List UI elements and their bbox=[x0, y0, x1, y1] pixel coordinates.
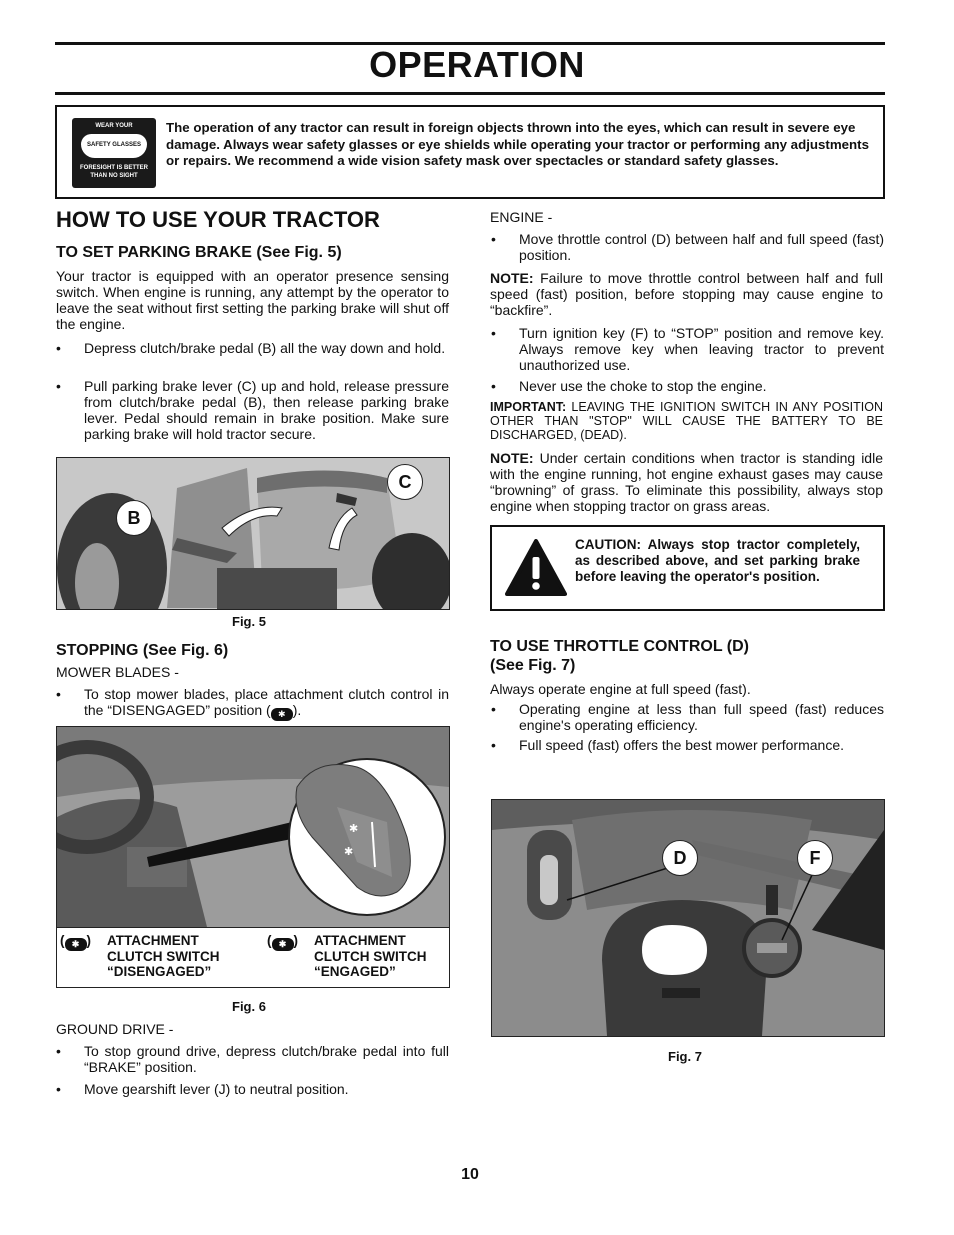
throttle-bullet-1-text: Operating engine at less than full speed (fast) reduces engine's operating efficiency. bbox=[519, 701, 884, 733]
legend-paren-close: ) bbox=[86, 933, 91, 948]
legend2-line1: ATTACHMENT bbox=[314, 933, 406, 948]
safety-warning-box bbox=[55, 105, 885, 199]
glasses-icon bbox=[81, 134, 147, 158]
engine-bullet-1 bbox=[491, 231, 884, 263]
figure-5-caption: Fig. 5 bbox=[232, 614, 266, 629]
engine-bullet-2-text: Turn ignition key (F) to “STOP” position and remove key. Always remove key when leaving tractor to prevent unauthorized use. bbox=[519, 325, 884, 373]
engine-bullet-1-text: Move throttle control (D) between half and full speed (fast) position. bbox=[519, 231, 884, 263]
important-label: IMPORTANT: bbox=[490, 400, 567, 414]
engine-bullet-3 bbox=[491, 378, 884, 394]
legend-paren-open: ( bbox=[60, 933, 65, 948]
callout-c: C bbox=[387, 464, 423, 500]
legend-engaged-text bbox=[314, 933, 426, 980]
legend1-line3: “DISENGAGED” bbox=[107, 964, 212, 979]
note2-text: Under certain conditions when tractor is standing idle with the engine running, hot engine exhaust gases may cause “browning” of grass. To eliminate this possibility, always stop engine when stopping tractor on grass areas. bbox=[490, 450, 883, 514]
legend2-line3: “ENGAGED” bbox=[314, 964, 396, 979]
important-ignition bbox=[490, 400, 883, 442]
bullet-dot: • bbox=[56, 1081, 61, 1097]
figure-6-caption: Fig. 6 bbox=[232, 999, 266, 1014]
note1-label: NOTE: bbox=[490, 270, 534, 286]
svg-text:✱: ✱ bbox=[349, 822, 359, 835]
engine-bullet-3-text: Never use the choke to stop the engine. bbox=[519, 378, 767, 394]
bullet-dot: • bbox=[491, 325, 496, 341]
ground-bullet-1 bbox=[56, 1043, 449, 1075]
fig7-drawing bbox=[492, 800, 884, 1036]
logo-text-line3: FORESIGHT IS BETTER bbox=[79, 165, 148, 171]
ground-bullet-2 bbox=[56, 1081, 449, 1097]
engine-label: ENGINE - bbox=[490, 209, 553, 225]
legend-paren-close: ) bbox=[293, 933, 298, 948]
ground-bullet-1-text: To stop ground drive, depress clutch/brake pedal into full “BRAKE” position. bbox=[84, 1043, 449, 1075]
logo-text-bottom bbox=[72, 164, 156, 180]
throttle-title-line2: (See Fig. 7) bbox=[490, 657, 576, 674]
throttle-title bbox=[490, 637, 749, 675]
disengaged-legend-icon: ✱ bbox=[65, 938, 87, 951]
legend-engaged bbox=[267, 933, 298, 951]
note2-label: NOTE: bbox=[490, 450, 534, 466]
throttle-bullet-1 bbox=[491, 701, 884, 733]
svg-text:✱: ✱ bbox=[344, 845, 354, 858]
safety-glasses-logo bbox=[72, 118, 156, 188]
mower-blades-label: MOWER BLADES - bbox=[56, 664, 179, 680]
bullet-dot: • bbox=[56, 378, 61, 394]
legend-paren-open: ( bbox=[267, 933, 272, 948]
figure-7-caption: Fig. 7 bbox=[668, 1049, 702, 1064]
legend1-line2: CLUTCH SWITCH bbox=[107, 948, 220, 964]
engaged-legend-icon: ✱ bbox=[272, 938, 294, 951]
bullet-dot: • bbox=[491, 737, 496, 753]
stopping-bullet-1-end: ). bbox=[292, 702, 302, 718]
engine-bullet-2 bbox=[491, 325, 884, 373]
logo-text-top: WEAR YOUR bbox=[95, 123, 133, 129]
warning-triangle-icon bbox=[505, 539, 567, 597]
callout-f: F bbox=[797, 840, 833, 876]
caution-box bbox=[490, 525, 885, 611]
figure-6 bbox=[56, 726, 450, 988]
safety-warning-text: The operation of any tractor can result in foreign objects thrown into the eyes, which can result in severe eye damage. Always wear safety glasses or eye shields while operating your tractor or performing any adjustments or repairs. We recommend a wide vision safety mask over spectacles or standard safety glasses. bbox=[166, 120, 869, 168]
bullet-dot: • bbox=[56, 686, 61, 702]
bullet-dot: • bbox=[491, 231, 496, 247]
legend-disengaged bbox=[60, 933, 91, 951]
stopping-title: STOPPING (See Fig. 6) bbox=[56, 642, 229, 659]
throttle-intro: Always operate engine at full speed (fast). bbox=[490, 681, 751, 697]
throttle-bullet-2-text: Full speed (fast) offers the best mower performance. bbox=[519, 737, 844, 753]
logo-text-glasses: SAFETY GLASSES bbox=[87, 142, 141, 148]
throttle-title-line1: TO USE THROTTLE CONTROL (D) bbox=[490, 638, 749, 655]
bullet-dot: • bbox=[56, 1043, 61, 1059]
figure-7-image bbox=[491, 799, 885, 1037]
fig6-divider bbox=[57, 927, 449, 928]
legend-disengaged-text bbox=[107, 933, 219, 980]
section-heading: HOW TO USE YOUR TRACTOR bbox=[56, 207, 380, 232]
ground-drive-label: GROUND DRIVE - bbox=[56, 1021, 174, 1037]
legend1-line1: ATTACHMENT bbox=[107, 933, 199, 948]
throttle-bullet-2 bbox=[491, 737, 884, 753]
logo-text-line4: THAN NO SIGHT bbox=[90, 173, 138, 179]
ground-bullet-2-text: Move gearshift lever (J) to neutral position. bbox=[84, 1081, 349, 1097]
note1-text: Failure to move throttle control between half and full speed (fast) position, before stopping may cause engine to “backfire”. bbox=[490, 270, 883, 318]
parking-brake-title: TO SET PARKING BRAKE (See Fig. 5) bbox=[56, 244, 342, 261]
stopping-bullet-1-text: To stop mower blades, place attachment clutch control in the “DISENGAGED” position ( bbox=[84, 686, 449, 718]
bullet-dot: • bbox=[491, 701, 496, 717]
page-title: OPERATION bbox=[369, 44, 585, 85]
bullet-dot: • bbox=[56, 340, 61, 356]
parking-bullet-2-text: Pull parking brake lever (C) up and hold, release pressure from clutch/brake pedal (B), then release parking brake lever. Pedal should remain in brake position. Make sure parking brake will hold tractor secure. bbox=[84, 378, 449, 442]
parking-bullet-2 bbox=[56, 378, 449, 442]
callout-d: D bbox=[662, 840, 698, 876]
note-browning bbox=[490, 450, 883, 514]
callout-b: B bbox=[116, 500, 152, 536]
stopping-bullet-1 bbox=[56, 686, 449, 721]
parking-brake-intro: Your tractor is equipped with an operator presence sensing switch. When engine is running, any attempt by the operator to leave the seat without first setting the parking brake will shut off the engine. bbox=[56, 268, 449, 332]
fig6-drawing bbox=[57, 727, 449, 927]
page-number: 10 bbox=[461, 1166, 479, 1183]
parking-bullet-1-text: Depress clutch/brake pedal (B) all the way down and hold. bbox=[84, 340, 446, 356]
title-underline bbox=[55, 92, 885, 95]
parking-bullet-1 bbox=[56, 340, 449, 356]
disengaged-symbol-icon: ✱ bbox=[271, 708, 293, 721]
figure-5-image bbox=[56, 457, 450, 610]
legend2-line2: CLUTCH SWITCH bbox=[314, 948, 427, 964]
important-text: LEAVING THE IGNITION SWITCH IN ANY POSITION OTHER THAN "STOP" WILL CAUSE THE BATTERY TO BE DISCHARGED, (DEAD). bbox=[490, 400, 883, 442]
caution-text: CAUTION: Always stop tractor completely, as described above, and set parking brake before leaving the operator's position. bbox=[575, 537, 860, 584]
note-backfire bbox=[490, 270, 883, 318]
bullet-dot: • bbox=[491, 378, 496, 394]
